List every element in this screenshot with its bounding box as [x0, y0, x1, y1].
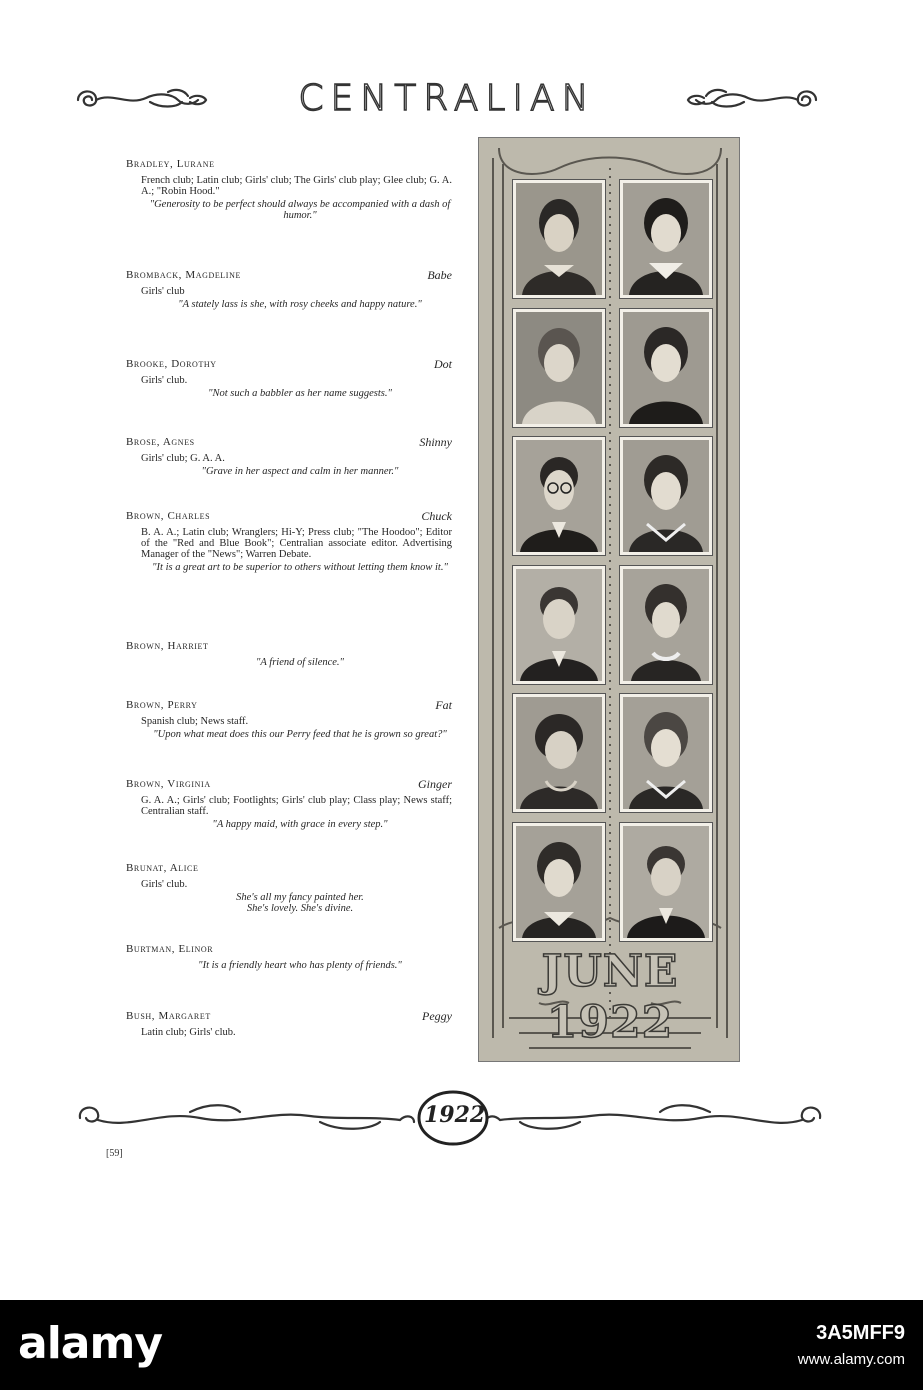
- student-photo: [513, 566, 605, 684]
- student-photo: [620, 180, 712, 298]
- student-name: Brown, Perry Fat: [126, 698, 452, 712]
- student-activities: Latin club; Girls' club.: [141, 1027, 236, 1038]
- student-name: Bush, Margaret Peggy: [126, 1009, 452, 1023]
- student-entry: [126, 510, 452, 573]
- student-photo: [620, 694, 712, 812]
- watermark-meta: [798, 1322, 905, 1368]
- page-title: CENTRALIAN: [298, 78, 596, 119]
- student-name: Brown, Charles Chuck: [126, 509, 452, 523]
- student-quote: "It is a great art to be superior to others without letting them know it.": [152, 562, 448, 573]
- student-photo: [620, 566, 712, 684]
- student-quote: "Generosity to be perfect should always be accompanied with a dash of humor.": [149, 199, 451, 221]
- student-name: Bromback, Magdeline Babe: [126, 268, 452, 282]
- student-photo: [513, 180, 605, 298]
- student-nickname: Babe: [427, 268, 452, 282]
- student-entry: [126, 862, 452, 914]
- student-photo: [513, 437, 605, 555]
- student-nickname: Peggy: [422, 1009, 452, 1023]
- student-quote: "A friend of silence.": [256, 657, 344, 668]
- student-name: Brooke, Dorothy Dot: [126, 357, 452, 371]
- student-activities: Girls' club.: [141, 375, 188, 386]
- student-name: Brunat, Alice: [126, 862, 199, 874]
- watermark-strip: [0, 1300, 923, 1390]
- student-activities: Girls' club; G. A. A.: [141, 453, 225, 464]
- student-quote: "Grave in her aspect and calm in her manner.": [201, 466, 399, 477]
- student-activities: B. A. A.; Latin club; Wranglers; Hi-Y; Press club; "The Hoodoo"; Editor of the "Red and Blue Book"; Centralian associate editor. Advertising Manager of the "News"; Warren Debate.: [141, 527, 452, 560]
- photo-panel: [478, 137, 740, 1062]
- student-entry: [126, 699, 452, 740]
- student-entry: [126, 436, 452, 477]
- student-photo: [513, 823, 605, 941]
- student-activities: Spanish club; News staff.: [141, 716, 249, 727]
- student-name: Brown, Harriet: [126, 640, 209, 652]
- student-name: Burtman, Elinor: [126, 943, 214, 955]
- student-quote: "Not such a babbler as her name suggests.": [208, 388, 392, 399]
- student-entry: [126, 640, 452, 668]
- student-activities: Girls' club: [141, 286, 185, 297]
- student-quote: "A stately lass is she, with rosy cheeks and happy nature.": [178, 299, 422, 310]
- student-name: Bradley, Lurane: [126, 158, 215, 170]
- student-name: Brown, Virginia Ginger: [126, 777, 452, 791]
- student-entry: [126, 1010, 452, 1040]
- student-nickname: Dot: [434, 357, 452, 371]
- june-1922-banner: JUNE 1922: [541, 946, 679, 1048]
- student-quote: "Upon what meat does this our Perry feed that he is grown so great?": [153, 729, 447, 740]
- watermark-url: www.alamy.com: [797, 1351, 905, 1368]
- alamy-logo: alamy: [18, 1318, 162, 1369]
- page-footer: [70, 1090, 830, 1160]
- image-id: 3A5MFF9: [816, 1322, 905, 1344]
- student-quote: She's all my fancy painted her. She's lovely. She's divine.: [236, 892, 364, 914]
- student-photo: [513, 309, 605, 427]
- student-entry: [126, 778, 452, 830]
- student-activities: French club; Latin club; Girls' club; The Girls' club play; Glee club; G. A. A.; "Robin Hood.": [141, 175, 452, 197]
- student-photo: [620, 309, 712, 427]
- seal-year: 1922: [424, 1102, 486, 1128]
- student-entry: [126, 269, 452, 310]
- page-header: [72, 72, 822, 128]
- student-quote: "A happy maid, with grace in every step.": [212, 819, 388, 830]
- student-activities: G. A. A.; Girls' club; Footlights; Girls' club play; Class play; News staff; Centralian staff.: [141, 795, 452, 817]
- page-number: [59]: [106, 1148, 123, 1159]
- student-nickname: Fat: [435, 698, 452, 712]
- student-entry: [126, 943, 452, 971]
- student-entry: [126, 158, 452, 221]
- student-activities: Girls' club.: [141, 879, 188, 890]
- student-nickname: Chuck: [421, 509, 452, 523]
- student-nickname: Ginger: [418, 777, 452, 791]
- student-nickname: Shinny: [419, 435, 452, 449]
- student-name: Brose, Agnes Shinny: [126, 435, 452, 449]
- student-entry: [126, 358, 452, 399]
- student-quote: "It is a friendly heart who has plenty of friends.": [198, 960, 402, 971]
- student-photo: [513, 694, 605, 812]
- student-photo: [620, 823, 712, 941]
- student-photo: [620, 437, 712, 555]
